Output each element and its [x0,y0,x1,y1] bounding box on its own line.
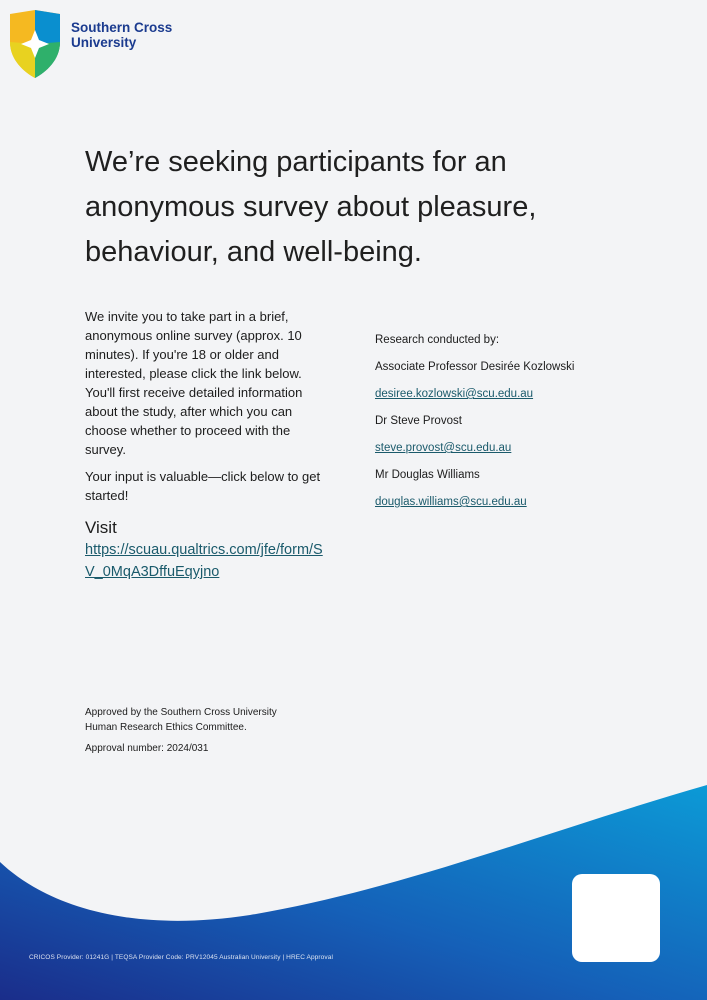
intro-paragraph: We invite you to take part in a brief, anonymous online survey (approx. 10 minutes). If you're 18 or older and interested, please click the link below. You'll first receive detailed information about the study, after which you can choose whether to proceed with the survey. [85,309,303,457]
headline-line3: behaviour, and well-being. [85,236,422,268]
researcher-email[interactable]: douglas.williams@scu.edu.au [375,496,527,508]
researcher-name: Mr Douglas Williams [375,469,480,481]
visit-label: Visit [85,518,117,537]
headline-line2: anonymous survey about pleasure, [85,191,537,223]
approval-line2: Human Research Ethics Committee. [85,721,247,733]
university-name-line1: Southern Cross [71,20,173,35]
footer-text: CRICOS Provider: 01241G | TEQSA Provider Code: PRV12045 Australian University | HREC Approval [29,954,333,961]
headline-line1: We’re seeking participants for an [85,146,507,178]
white-panel [572,874,660,962]
researcher-name: Associate Professor Desirée Kozlowski [375,361,575,373]
researcher-email[interactable]: steve.provost@scu.edu.au [375,442,512,454]
university-name-line2: University [71,35,137,50]
call-to-action: Your input is valuable—click below to get started! [85,469,321,503]
survey-link[interactable]: https://scuau.qualtrics.com/jfe/form/SV_0MqA3DffuEqyjno [85,542,323,580]
approval-number: Approval number: 2024/031 [85,743,209,754]
researcher-email[interactable]: desiree.kozlowski@scu.edu.au [375,388,534,400]
approval-line1: Approved by the Southern Cross University [85,707,277,718]
researcher-name: Dr Steve Provost [375,415,462,427]
research-heading: Research conducted by: [375,334,500,346]
